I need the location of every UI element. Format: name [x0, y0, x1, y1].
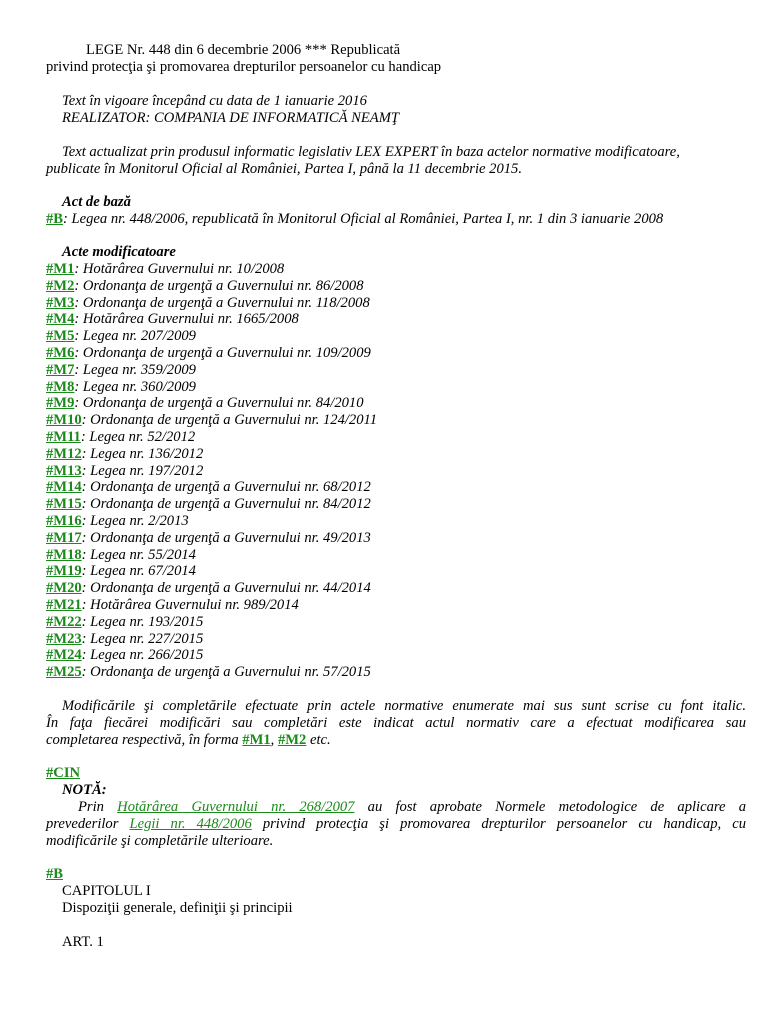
amending-act-item [46, 647, 203, 664]
amending-act-item [46, 311, 299, 328]
base-act-item [46, 211, 663, 228]
amending-act-link[interactable]: #M18 [46, 546, 82, 563]
explanation-text1: Modificările şi completările efectuate prin actele normative enumerate mai sus sunt scrise cu font italic. [62, 698, 746, 714]
amending-act-item [46, 295, 370, 312]
note-heading: NOTĂ: [62, 782, 107, 798]
hg-268-2007-link[interactable]: Hotărârea Guvernului nr. 268/2007 [117, 799, 355, 815]
amending-act-item [46, 530, 371, 547]
amending-act-link[interactable]: #M3 [46, 294, 75, 311]
note-text2-prefix: prevederilor [46, 816, 130, 832]
amending-act-link[interactable]: #M24 [46, 647, 82, 664]
amending-act-link[interactable]: #M23 [46, 630, 82, 647]
amending-act-item [46, 597, 299, 614]
amending-act-text: : Legea nr. 266/2015 [81, 647, 204, 664]
explanation-line2: În faţa fiecărei modificări sau completări este indicat actul normativ care a efectuat modificarea sau [46, 715, 746, 731]
amending-act-item [46, 379, 196, 396]
note-text1-suffix: au fost aprobate Normele metodologice de aplicare a [354, 799, 746, 815]
explanation-text3: completarea respectivă, în forma [46, 732, 243, 748]
amending-act-item [46, 496, 371, 513]
amending-act-link[interactable]: #M9 [46, 395, 75, 412]
amending-act-text: : Ordonanţa de urgenţă a Guvernului nr. 109/2009 [74, 345, 371, 361]
amending-act-item [46, 412, 377, 429]
amending-act-text: : Hotărârea Guvernului nr. 1665/2008 [74, 311, 299, 328]
amending-act-link[interactable]: #M22 [46, 613, 82, 630]
author-text: REALIZATOR: COMPANIA DE INFORMATICĂ NEAMŢ [62, 110, 399, 126]
amending-act-link[interactable]: #M15 [46, 496, 82, 513]
amending-act-item [46, 278, 364, 295]
updated-text-line1: Text actualizat prin produsul informatic legislativ LEX EXPERT în baza actelor normative modificatoare, [62, 144, 680, 160]
cin-link[interactable]: #CIN [46, 765, 81, 781]
amending-act-item [46, 631, 203, 648]
amending-act-item [46, 479, 371, 496]
note-line3: modificările şi completările ulterioare. [46, 833, 274, 849]
amending-act-item [46, 563, 196, 580]
amending-act-text: : Ordonanţa de urgenţă a Guvernului nr. 49/2013 [81, 529, 371, 546]
amending-act-text: : Legea nr. 227/2015 [81, 630, 204, 647]
amending-act-link[interactable]: #M25 [46, 664, 82, 681]
amending-act-link[interactable]: #M14 [46, 479, 82, 496]
cin-tag [46, 765, 80, 782]
explanation-suffix: etc. [306, 732, 331, 748]
amending-act-item [46, 362, 196, 379]
amending-act-item [46, 261, 284, 278]
amending-act-text: : Ordonanţa de urgenţă a Guvernului nr. 44/2014 [81, 580, 371, 597]
amending-act-link[interactable]: #M8 [46, 378, 75, 395]
article-heading: ART. 1 [62, 934, 104, 950]
amending-act-text: : Ordonanţa de urgenţă a Guvernului nr. 84/2012 [81, 496, 371, 513]
law-subtitle: privind protecţia şi promovarea drepturilor persoanelor cu handicap [46, 59, 442, 75]
amending-act-text: : Hotărârea Guvernului nr. 989/2014 [81, 597, 299, 613]
amending-act-link[interactable]: #M2 [46, 277, 75, 294]
amending-act-link[interactable]: #M16 [46, 513, 82, 529]
amending-act-link[interactable]: #M6 [46, 345, 75, 361]
amending-act-text: : Ordonanţa de urgenţă a Guvernului nr. 84/2010 [74, 395, 364, 412]
note-text2-suffix: privind protecţia şi promovarea drepturilor persoanelor cu handicap, cu [251, 816, 747, 832]
updated-text-line2: publicate în Monitorul Oficial al României, Partea I, până la 11 decembrie 2015. [46, 161, 522, 177]
amending-act-item [46, 463, 203, 480]
amending-act-text: : Ordonanţa de urgenţă a Guvernului nr. 68/2012 [81, 479, 371, 496]
amending-act-text: : Hotărârea Guvernului nr. 10/2008 [74, 261, 285, 277]
amending-act-link[interactable]: #M1 [46, 261, 75, 277]
amending-act-text: : Legea nr. 197/2012 [81, 462, 204, 479]
amending-act-link[interactable]: #M19 [46, 563, 82, 580]
base-act-heading: Act de bază [62, 194, 131, 210]
amending-act-item [46, 547, 196, 564]
body-b-link[interactable]: #B [46, 866, 64, 882]
chapter-title: Dispoziţii generale, definiţii şi principii [62, 900, 293, 916]
amending-act-text: : Ordonanţa de urgenţă a Guvernului nr. 118/2008 [74, 294, 370, 311]
amending-act-item [46, 395, 364, 412]
amending-act-item [46, 614, 203, 631]
amending-act-item [46, 328, 196, 345]
amending-act-text: : Legea nr. 360/2009 [74, 378, 196, 395]
amending-act-text: : Legea nr. 136/2012 [81, 445, 204, 462]
base-act-link[interactable]: #B [46, 211, 64, 227]
amending-act-link[interactable]: #M13 [46, 462, 82, 479]
amending-act-text: : Legea nr. 2/2013 [81, 513, 189, 529]
amending-act-link[interactable]: #M11 [46, 429, 81, 445]
law-title: LEGE Nr. 448 din 6 decembrie 2006 *** Republicată [86, 42, 401, 58]
amending-act-item [46, 580, 371, 597]
amending-act-item [46, 513, 189, 530]
amending-act-text: : Legea nr. 359/2009 [74, 361, 196, 378]
amending-act-item [46, 664, 371, 681]
amending-act-text: : Legea nr. 55/2014 [81, 546, 196, 563]
amending-act-text: : Legea nr. 52/2012 [80, 429, 196, 445]
amending-act-link[interactable]: #M21 [46, 597, 82, 613]
amending-act-link[interactable]: #M12 [46, 445, 82, 462]
explanation-line3 [46, 732, 331, 749]
amending-act-text: : Legea nr. 67/2014 [81, 563, 196, 580]
note-line2 [46, 816, 746, 833]
amending-act-item [46, 429, 195, 446]
explanation-separator: , [270, 732, 278, 748]
amending-act-link[interactable]: #M5 [46, 328, 75, 345]
amending-act-link[interactable]: #M7 [46, 361, 75, 378]
amending-act-text: : Legea nr. 207/2009 [74, 328, 196, 345]
amending-act-text: : Ordonanţa de urgenţă a Guvernului nr. 124/2011 [81, 412, 378, 429]
chapter-heading: CAPITOLUL I [62, 883, 151, 899]
amending-act-text: : Ordonanţa de urgenţă a Guvernului nr. 86/2008 [74, 277, 364, 294]
law-448-2006-link[interactable]: Legii nr. 448/2006 [129, 816, 252, 832]
amending-acts-heading: Acte modificatoare [62, 244, 176, 260]
in-force-text: Text în vigoare începând cu data de 1 ianuarie 2016 [62, 93, 367, 109]
explanation-line1 [46, 698, 746, 715]
amending-act-text: : Ordonanţa de urgenţă a Guvernului nr. 57/2015 [81, 664, 371, 681]
amending-act-item [46, 345, 371, 362]
base-act-text: : Legea nr. 448/2006, republicată în Monitorul Oficial al României, Partea I, nr. 1 din 3 ianuarie 2008 [63, 211, 664, 227]
note-text1-prefix: Prin [78, 799, 118, 815]
amending-act-link[interactable]: #M4 [46, 311, 75, 328]
note-line1 [46, 799, 746, 816]
example-link-m2[interactable]: #M2 [277, 732, 307, 748]
amending-act-link[interactable]: #M10 [46, 412, 82, 429]
body-tag [46, 866, 63, 883]
example-link-m1[interactable]: #M1 [242, 732, 271, 748]
amending-act-item [46, 446, 203, 463]
amending-act-text: : Legea nr. 193/2015 [81, 613, 204, 630]
amending-act-link[interactable]: #M17 [46, 529, 82, 546]
amending-act-link[interactable]: #M20 [46, 580, 82, 597]
